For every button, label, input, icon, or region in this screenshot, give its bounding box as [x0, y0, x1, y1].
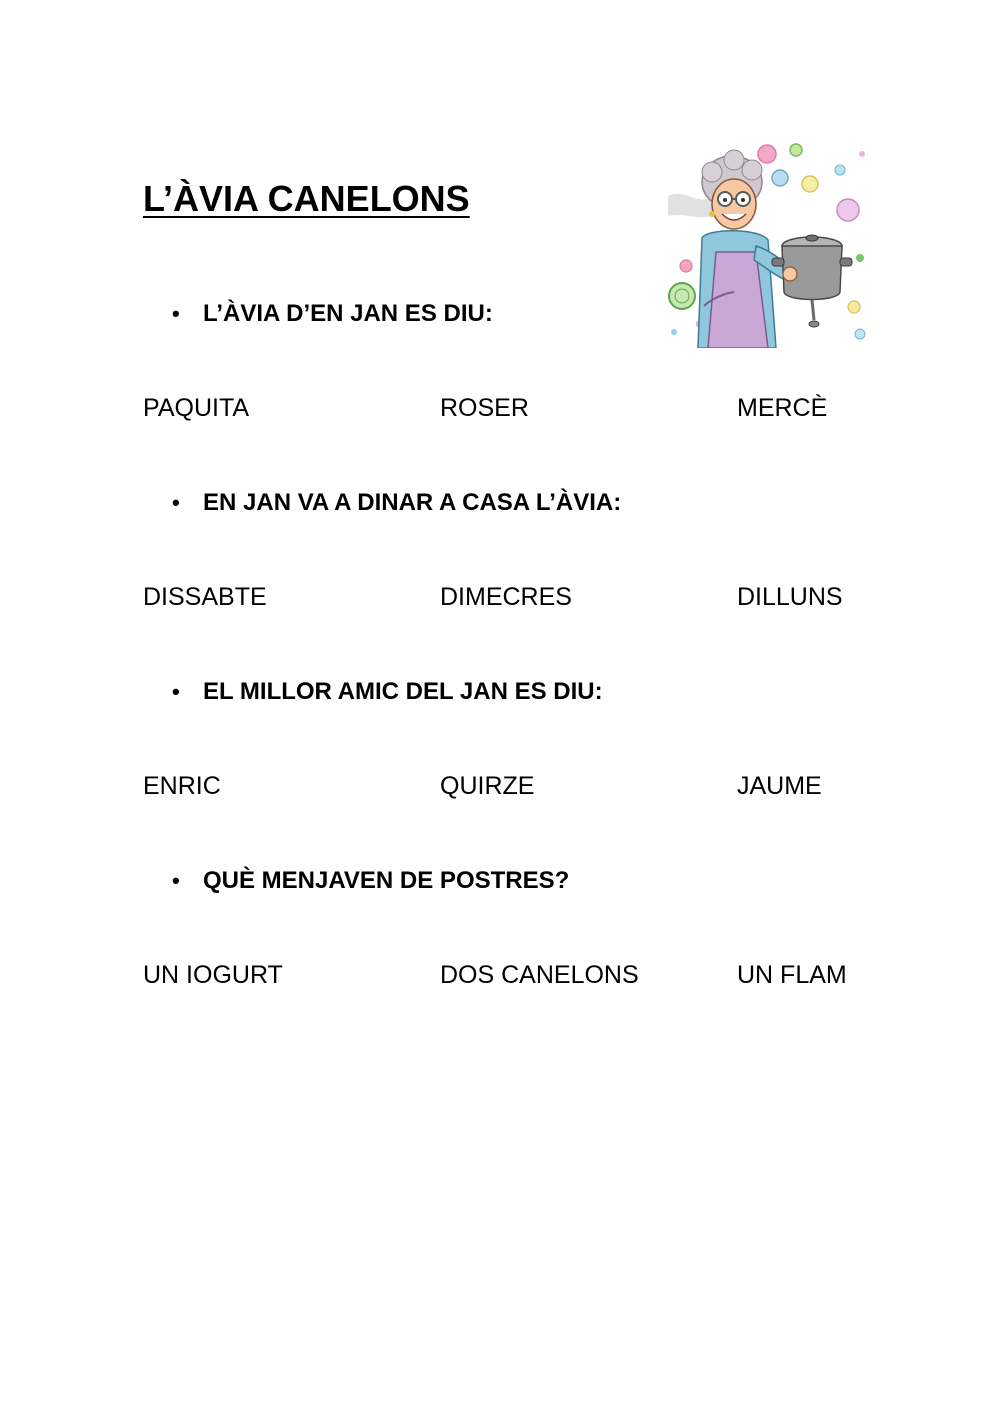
- option-1-c[interactable]: MERCÈ: [737, 394, 828, 422]
- option-4-a[interactable]: UN IOGURT: [143, 961, 283, 989]
- question-4: [172, 866, 569, 896]
- bullet-icon: •: [172, 301, 180, 326]
- option-1-b[interactable]: ROSER: [440, 394, 529, 422]
- page-title: L’ÀVIA CANELONS: [143, 178, 470, 219]
- option-4-b[interactable]: DOS CANELONS: [440, 961, 639, 989]
- bullet-icon: •: [172, 679, 180, 704]
- bullet-icon: •: [172, 868, 180, 893]
- question-3: [172, 677, 603, 707]
- question-text: QUÈ MENJAVEN DE POSTRES?: [203, 867, 570, 894]
- option-2-a[interactable]: DISSABTE: [143, 583, 267, 611]
- option-3-a[interactable]: ENRIC: [143, 772, 221, 800]
- option-2-b[interactable]: DIMECRES: [440, 583, 572, 611]
- bullet-icon: •: [172, 490, 180, 515]
- option-2-c[interactable]: DILLUNS: [737, 583, 843, 611]
- question-text: L’ÀVIA D’EN JAN ES DIU:: [203, 300, 493, 327]
- option-3-b[interactable]: QUIRZE: [440, 772, 535, 800]
- question-1: [172, 299, 493, 329]
- option-4-c[interactable]: UN FLAM: [737, 961, 847, 989]
- question-text: EL MILLOR AMIC DEL JAN ES DIU:: [203, 678, 603, 705]
- question-text: EN JAN VA A DINAR A CASA L’ÀVIA:: [203, 489, 622, 516]
- question-2: [172, 488, 621, 518]
- option-1-a[interactable]: PAQUITA: [143, 394, 250, 422]
- option-3-c[interactable]: JAUME: [737, 772, 822, 800]
- pot-icon: [772, 235, 852, 327]
- grandma-cooking-pot-icon: [664, 142, 870, 348]
